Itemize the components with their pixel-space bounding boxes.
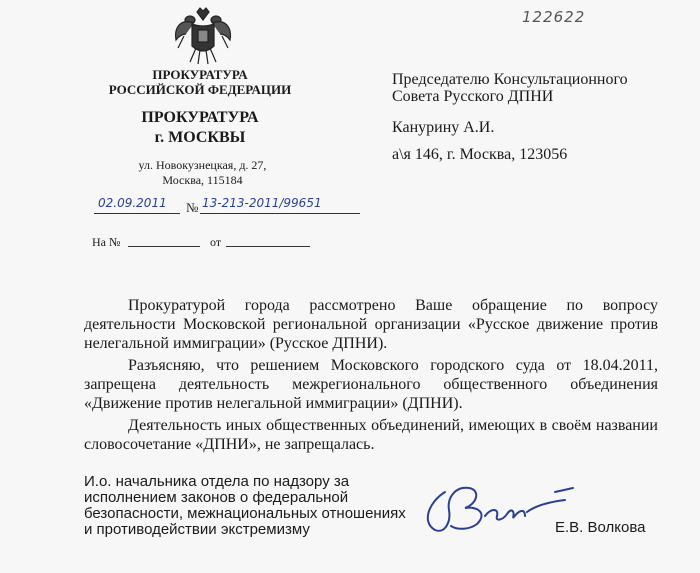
registration-date: 02.09.2011 [98, 196, 167, 210]
handwritten-registration-number: 122622 [522, 8, 586, 26]
reference-line [92, 235, 332, 253]
body-paragraph-1: Прокуратурой города рассмотрено Ваше обращение по вопросу деятельности Московской региональной организации «Русское движение против нелегальной иммиграции» (Русское ДПНИ). [84, 297, 658, 352]
signer-line-2: исполнением законов о федеральной [84, 489, 349, 506]
signer-line-4: и противодействии экстремизму [84, 521, 310, 538]
reference-date-blank [226, 246, 310, 247]
org-line-1: ПРОКУРАТУРА [152, 67, 248, 82]
reference-date-label: от [210, 235, 222, 249]
sender-address [80, 158, 325, 188]
reference-number-blank [128, 246, 200, 247]
address-line-2: Москва, 115184 [162, 173, 243, 187]
address-line-1: ул. Новокузнецкая, д. 27, [138, 158, 267, 172]
registration-line [92, 196, 362, 220]
signer-name: Е.В. Волкова [555, 519, 646, 536]
recipient-name: Канурину А.И. [392, 119, 495, 136]
recipient-address: а\я 146, г. Москва, 123056 [392, 146, 568, 163]
handwritten-signature-icon [415, 472, 575, 542]
registration-number: 13-213-2011/99651 [202, 196, 322, 210]
recipient-title-line-2: Совета Русского ДПНИ [392, 88, 554, 105]
double-headed-eagle-emblem-icon [170, 6, 236, 66]
office-name [80, 108, 320, 148]
letter-body [84, 296, 658, 457]
body-paragraph-2: Разъясняю, что решением Московского городского суда от 18.04.2011, запрещена деятельность межрегионального общественного объединения «Движение против нелегальной иммиграции» (ДПНИ). [84, 357, 658, 412]
recipient-title [392, 71, 682, 105]
recipient-block [392, 71, 682, 173]
org-line-2: РОССИЙСКОЙ ФЕДЕРАЦИИ [108, 82, 292, 97]
signer-position [84, 474, 414, 538]
office-line-1: ПРОКУРАТУРА [141, 109, 259, 126]
date-underline [94, 213, 180, 214]
body-paragraph-3: Деятельность иных общественных объединений, имеющих в своём названии словосочетание «ДПНИ», не запрещалась. [84, 417, 658, 453]
signer-line-1: И.о. начальника отдела по надзору за [84, 473, 350, 490]
signer-line-3: безопасности, межнациональных отношениях [84, 505, 406, 522]
organization-name [80, 67, 320, 97]
office-line-2: г. МОСКВЫ [154, 129, 246, 146]
recipient-title-line-1: Председателю Консультационного [392, 71, 628, 88]
reference-number-label: На № [92, 235, 121, 249]
number-underline [200, 213, 360, 214]
number-label: № [186, 200, 199, 215]
